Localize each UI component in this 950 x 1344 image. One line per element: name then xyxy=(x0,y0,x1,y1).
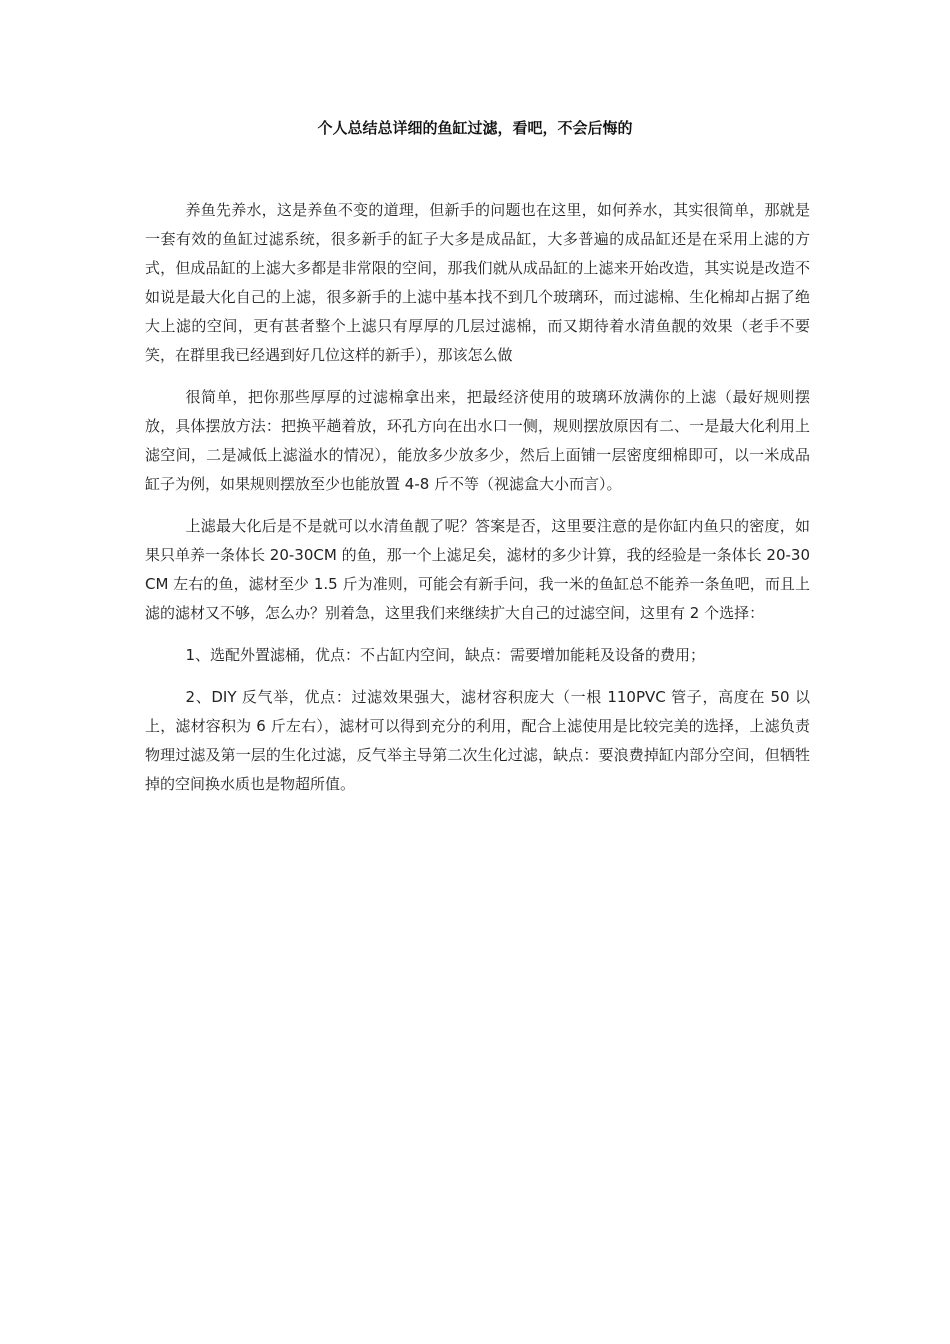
document-body xyxy=(145,196,810,812)
paragraph-option-external-canister: 1、选配外置滤桶，优点：不占缸内空间，缺点：需要增加能耗及设备的费用； xyxy=(185,646,706,664)
paragraph-intro: 养鱼先养水，这是养鱼不变的道理，但新手的问题也在这里，如何养水，其实很简单，那就是一套有效的鱼缸过滤系统，很多新手的缸子大多是成品缸，大多普遍的成品缸还是在采用上滤的方式，但成品缸的上滤大多都是非常限的空间，那我们就从成品缸的上滤来开始改造，其实说是改造不如说是最大化自己的上滤，很多新手的上滤中基本找不到几个玻璃环，而过滤棉、生化棉却占据了绝大上滤的空间，更有甚者整个上滤只有厚厚的几层过滤棉，而又期待着水清鱼靓的效果（老手不要笑，在群里我已经遇到好几位这样的新手），那该怎么做 xyxy=(145,201,810,364)
paragraph-option-diy-airlift: 2、DIY 反气举，优点：过滤效果强大，滤材容积庞大（一根 110PVC 管子，高度在 50 以上，滤材容积为 6 斤左右），滤材可以得到充分的利用，配合上滤使用是比较完美的选择，上滤负责物理过滤及第一层的生化过滤，反气举主导第二次生化过滤，缺点：要浪费掉缸内部分空间，但牺牲掉的空间换水质也是物超所值。 xyxy=(145,688,810,793)
paragraph-fish-density: 上滤最大化后是不是就可以水清鱼靓了呢？答案是否，这里要注意的是你缸内鱼只的密度，如果只单养一条体长 20-30CM 的鱼，那一个上滤足矣，滤材的多少计算，我的经验是一条体长 20-30CM 左右的鱼，滤材至少 1.5 斤为准则，可能会有新手问，我一米的鱼缸总不能养一条鱼吧，而且上滤的滤材又不够，怎么办？别着急，这里我们来继续扩大自己的过滤空间，这里有 2 个选择： xyxy=(145,517,810,622)
document-title: 个人总结总详细的鱼缸过滤，看吧，不会后悔的 xyxy=(317,119,633,137)
paragraph-glass-rings: 很简单，把你那些厚厚的过滤棉拿出来，把最经济使用的玻璃环放满你的上滤（最好规则摆放，具体摆放方法：把换平趟着放，环孔方向在出水口一侧，规则摆放原因有二、一是最大化利用上滤空间，二是减低上滤溢水的情况），能放多少放多少，然后上面铺一层密度细棉即可，以一米成品缸子为例，如果规则摆放至少也能放置 4-8 斤不等（视滤盒大小而言）。 xyxy=(145,388,810,493)
